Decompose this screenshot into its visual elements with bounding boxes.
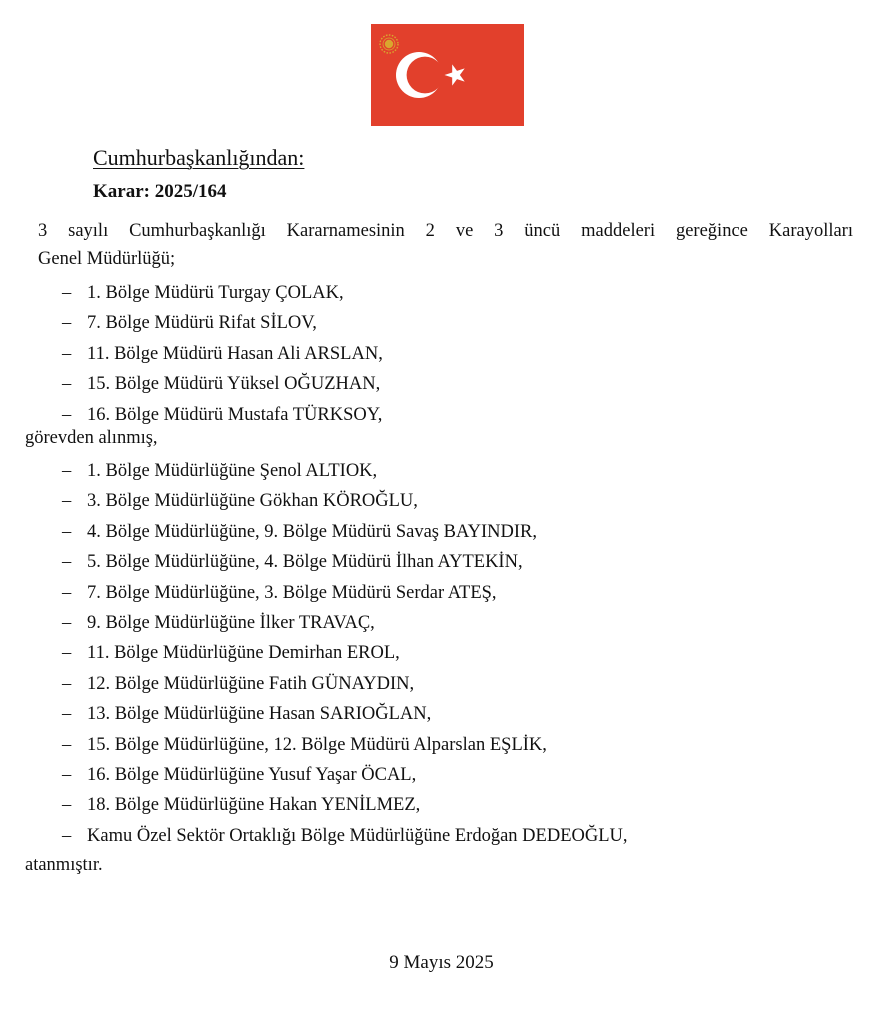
decision-number: Karar: 2025/164 <box>93 181 227 202</box>
dash: – <box>62 552 72 573</box>
list-item <box>0 699 883 729</box>
intro-line-2: Genel Müdürlüğü; <box>38 249 176 269</box>
list-item <box>0 308 883 338</box>
list-item-text: 5. Bölge Müdürlüğüne, 4. Bölge Müdürü İlhan AYTEKİN, <box>87 552 523 573</box>
list-item <box>0 547 883 577</box>
list-item <box>0 760 883 790</box>
list-item-text: 16. Bölge Müdürlüğüne Yusuf Yaşar ÖCAL, <box>87 764 417 785</box>
dash: – <box>62 404 72 425</box>
list-item-text: 11. Bölge Müdürlüğüne Demirhan EROL, <box>87 643 400 664</box>
list-item-text: 9. Bölge Müdürlüğüne İlker TRAVAÇ, <box>87 612 375 633</box>
list-item-text: 18. Bölge Müdürlüğüne Hakan YENİLMEZ, <box>87 795 421 816</box>
list-item-text: 7. Bölge Müdürlüğüne, 3. Bölge Müdürü Serdar ATEŞ, <box>87 582 497 603</box>
dash: – <box>62 374 72 395</box>
list-item-text: 7. Bölge Müdürü Rifat SİLOV, <box>87 313 317 334</box>
dash: – <box>62 795 72 816</box>
list-item <box>0 369 883 399</box>
dash: – <box>62 313 72 334</box>
dash: – <box>62 461 72 481</box>
list-item <box>0 669 883 699</box>
list-item-text: 16. Bölge Müdürü Mustafa TÜRKSOY, <box>87 404 383 425</box>
dash: – <box>62 491 72 512</box>
dash: – <box>62 825 72 846</box>
list-item <box>0 278 883 308</box>
dismissed-closing: görevden alınmış, <box>25 428 158 448</box>
list-item <box>0 730 883 760</box>
dash: – <box>62 521 72 542</box>
list-item <box>0 821 883 851</box>
list-item-text: 1. Bölge Müdürü Turgay ÇOLAK, <box>87 283 344 303</box>
document-date: 9 Mayıs 2025 <box>389 952 494 973</box>
issuer-heading: Cumhurbaşkanlığından: <box>93 145 305 170</box>
dash: – <box>62 582 72 603</box>
dash: – <box>62 764 72 785</box>
intro-line-1: 3 sayılı Cumhurbaşkanlığı Kararnamesinin 2 ve 3 üncü maddeleri gereğince Karayolları <box>38 221 853 241</box>
dash: – <box>62 673 72 694</box>
appointed-list <box>0 456 883 851</box>
dash: – <box>62 734 72 755</box>
list-item-text: 15. Bölge Müdürlüğüne, 12. Bölge Müdürü Alparslan EŞLİK, <box>87 734 547 755</box>
list-item <box>0 400 883 430</box>
appointed-closing: atanmıştır. <box>25 855 103 875</box>
list-item <box>0 578 883 608</box>
list-item <box>0 339 883 369</box>
list-item <box>0 790 883 820</box>
list-item-text: 15. Bölge Müdürü Yüksel OĞUZHAN, <box>87 374 381 395</box>
intro-paragraph <box>38 217 853 273</box>
presidential-flag-icon <box>371 24 524 126</box>
list-item-text: Kamu Özel Sektör Ortaklığı Bölge Müdürlüğüne Erdoğan DEDEOĞLU, <box>87 825 628 846</box>
dash: – <box>62 343 72 364</box>
dash: – <box>62 612 72 633</box>
list-item-text: 12. Bölge Müdürlüğüne Fatih GÜNAYDIN, <box>87 673 415 694</box>
list-item-text: 1. Bölge Müdürlüğüne Şenol ALTIOK, <box>87 461 378 481</box>
dash: – <box>62 643 72 664</box>
list-item <box>0 486 883 516</box>
list-item <box>0 456 883 486</box>
list-item-text: 4. Bölge Müdürlüğüne, 9. Bölge Müdürü Savaş BAYINDIR, <box>87 521 537 542</box>
list-item <box>0 517 883 547</box>
dismissed-list <box>0 278 883 430</box>
list-item-text: 13. Bölge Müdürlüğüne Hasan SARIOĞLAN, <box>87 704 432 725</box>
list-item <box>0 608 883 638</box>
list-item <box>0 638 883 668</box>
dash: – <box>62 283 72 303</box>
dash: – <box>62 704 72 725</box>
list-item-text: 3. Bölge Müdürlüğüne Gökhan KÖROĞLU, <box>87 491 418 512</box>
list-item-text: 11. Bölge Müdürü Hasan Ali ARSLAN, <box>87 343 383 364</box>
